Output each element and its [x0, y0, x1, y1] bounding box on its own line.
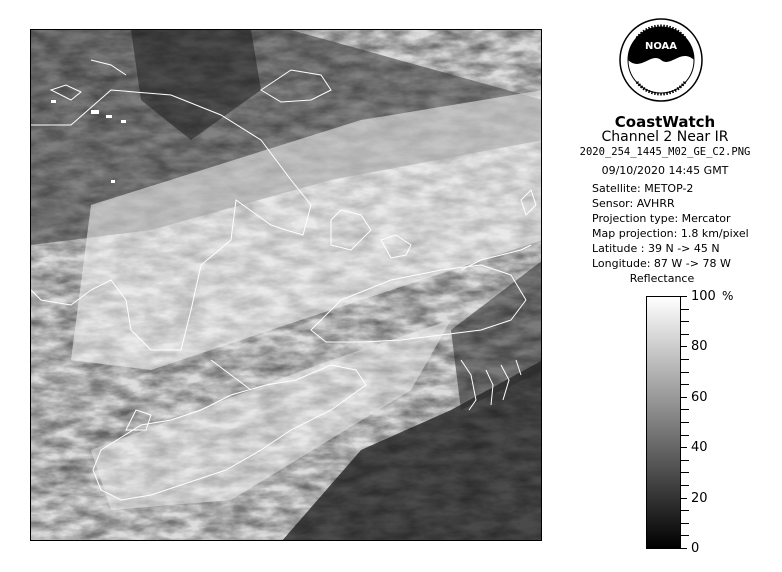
colorbar-tick — [681, 334, 689, 335]
colorbar-tick-label: 60 — [691, 389, 708, 405]
longitude-label: Longitude: 87 W -> 78 W — [592, 257, 731, 270]
latitude-label: Latitude : 39 N -> 45 N — [592, 242, 720, 255]
colorbar-tick — [681, 397, 687, 398]
colorbar-tick — [681, 296, 687, 297]
colorbar-tick — [681, 346, 687, 347]
colorbar-tick — [681, 498, 687, 499]
colorbar-tick — [681, 472, 689, 473]
noaa-logo — [619, 18, 703, 102]
colorbar-ticks — [681, 289, 741, 556]
colorbar-tick-label: 20 — [691, 490, 708, 506]
colorbar-tick-label: 0 — [691, 541, 700, 556]
colorbar-tick — [681, 535, 689, 536]
colorbar-tick — [681, 485, 689, 486]
colorbar-tick — [681, 447, 687, 448]
colorbar-tick — [681, 523, 689, 524]
colorbar-tick — [681, 372, 689, 373]
file-name: 2020_254_1445_M02_GE_C2.PNG — [579, 146, 751, 158]
channel-subtitle: Channel 2 Near IR — [601, 129, 729, 145]
colorbar-title: Reflectance — [629, 272, 695, 285]
colorbar-tick-label: 100 — [691, 289, 716, 304]
metadata-block — [592, 181, 749, 271]
product-title: CoastWatch — [614, 113, 716, 131]
colorbar-tick — [681, 548, 687, 549]
colorbar-tick-label: 80 — [691, 339, 708, 355]
date-time: 09/10/2020 14:45 GMT — [601, 164, 729, 177]
projection-type-label: Projection type: Mercator — [592, 212, 731, 225]
colorbar-unit: % — [722, 289, 734, 303]
colorbar-tick — [681, 510, 689, 511]
colorbar-tick — [681, 321, 689, 322]
colorbar — [646, 296, 681, 549]
logo-text: NOAA — [644, 41, 678, 52]
colorbar-tick — [681, 460, 689, 461]
satellite-image — [30, 29, 542, 541]
colorbar-tick-label: 40 — [691, 440, 708, 456]
colorbar-tick — [681, 435, 689, 436]
colorbar-tick — [681, 422, 689, 423]
sensor-label: Sensor: AVHRR — [592, 197, 675, 210]
satellite-label: Satellite: METOP-2 — [592, 182, 694, 195]
colorbar-tick — [681, 309, 689, 310]
colorbar-tick — [681, 359, 689, 360]
colorbar-tick — [681, 384, 689, 385]
colorbar-tick — [681, 409, 689, 410]
satellite-image-svg — [31, 30, 542, 541]
map-projection-label: Map projection: 1.8 km/pixel — [592, 227, 749, 240]
